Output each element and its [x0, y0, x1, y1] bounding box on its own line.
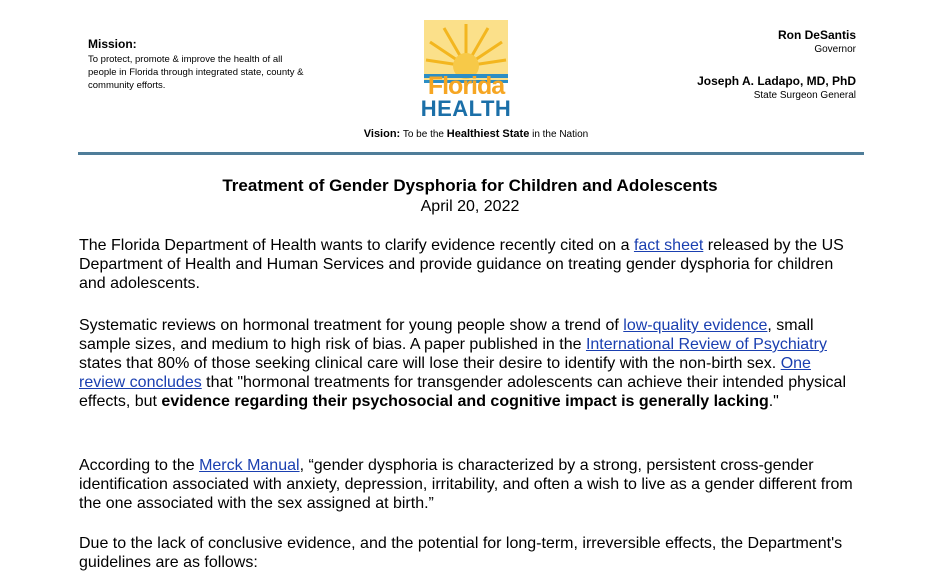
governor-title: Governor: [814, 44, 856, 55]
officials-block: [596, 28, 856, 101]
paragraph-merck: [79, 456, 859, 513]
mission-title: Mission:: [88, 37, 137, 51]
mission-block: [88, 37, 308, 92]
mission-text: To protect, promote & improve the health of all people in Florida through integrated state, county & community efforts.: [88, 54, 304, 91]
p2-text-4: that "hormonal treatments for transgender adolescents can achieve their intended physical effects, but: [79, 374, 847, 410]
fact-sheet-link[interactable]: fact sheet: [633, 237, 704, 254]
p3-text-1: According to the: [79, 457, 200, 474]
document-date: April 20, 2022: [420, 198, 520, 215]
p1-text-2: released by the US Department of Health and Human Services and provide guidance on treating gender dysphoria for children and adolescents.: [79, 237, 844, 292]
vision-post: in the Nation: [532, 129, 589, 140]
florida-health-logo: [420, 20, 512, 121]
logo-florida-text: Florida: [427, 72, 505, 100]
vision-label: Vision:: [363, 128, 401, 140]
vision-pre: To be the: [402, 129, 444, 140]
surgeon-general-title: State Surgeon General: [753, 90, 856, 101]
p2-bold-text: evidence regarding their psychosocial and cognitive impact is generally lacking: [161, 393, 769, 410]
p1-text-1: The Florida Department of Health wants to clarify evidence recently cited on a: [79, 237, 634, 254]
document-title: Treatment of Gender Dysphoria for Children and Adolescents: [222, 176, 718, 195]
logo-health-text: HEALTH: [420, 96, 512, 121]
p3-text-2: , “gender dysphoria is characterized by a strong, persistent cross-gender identification associated with anxiety, depression, irritability, and often a wish to live as a gender different from the one associated with the sex assigned at birth.”: [79, 457, 853, 512]
p2-text-5: .": [768, 393, 779, 410]
one-review-concludes-link[interactable]: One review concludes: [79, 355, 811, 391]
international-review-link[interactable]: International Review of Psychiatry: [585, 336, 827, 353]
vision-statement: [0, 128, 952, 140]
vision-bold: Healthiest State: [446, 128, 530, 140]
low-quality-evidence-link[interactable]: low-quality evidence: [623, 317, 768, 334]
surgeon-general-name: Joseph A. Ladapo, MD, PhD: [697, 74, 856, 88]
p2-text-1: Systematic reviews on hormonal treatment for young people show a trend of: [79, 317, 624, 334]
p2-text-3: states that 80% of those seeking clinical care will lose their desire to identify with the non-birth sex.: [79, 355, 781, 372]
header-divider: [78, 152, 864, 155]
paragraph-guidelines: [79, 534, 859, 572]
merck-manual-link[interactable]: Merck Manual: [199, 457, 300, 474]
governor-name: Ron DeSantis: [777, 28, 856, 42]
surgeon-general-block: [596, 74, 856, 101]
p4-text-1: Due to the lack of conclusive evidence, and the potential for long-term, irreversible effects, the Department's guidelines are as follows:: [79, 535, 843, 571]
paragraph-systematic-reviews: [79, 316, 859, 411]
p2-text-2: , small sample sizes, and medium to high risk of bias. A paper published in the: [79, 317, 814, 353]
governor-block: [596, 28, 856, 55]
paragraph-intro: [79, 236, 859, 293]
